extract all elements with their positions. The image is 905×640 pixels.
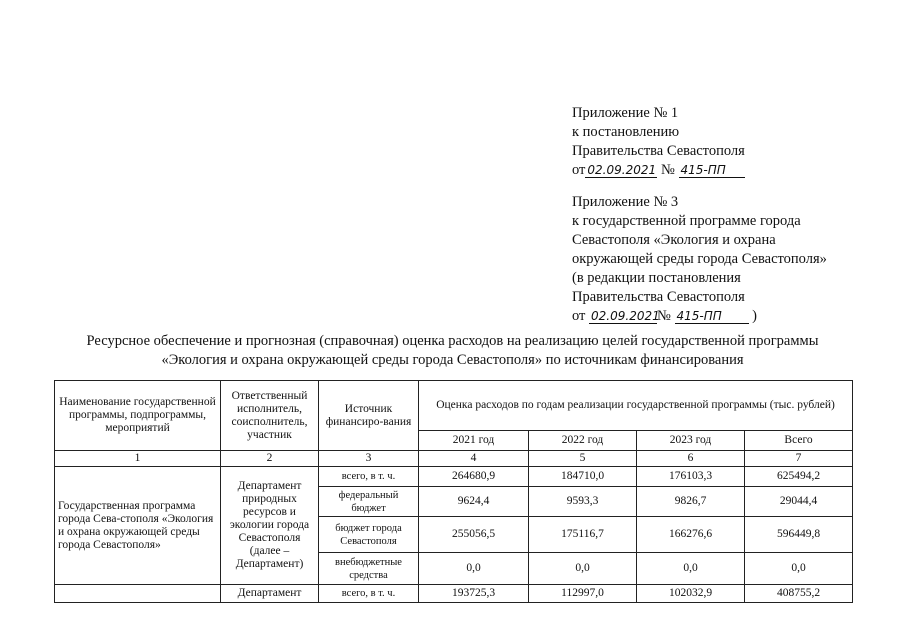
annex-3-date-line <box>572 307 827 326</box>
value-total: 0,0 <box>745 553 853 585</box>
header-year-2023: 2023 год <box>637 431 745 451</box>
source-cell: всего, в т. ч. <box>319 585 419 603</box>
source-cell: бюджет города Севастополя <box>319 517 419 553</box>
annex-1-line: к постановлению <box>572 124 680 140</box>
annex-1-line: Правительства Севастополя <box>572 143 745 159</box>
header-program-name: Наименование государственной программы, подпрограммы, мероприятий <box>55 381 221 451</box>
annex-3-title: Приложение № 3 <box>572 194 679 210</box>
value-2023: 9826,7 <box>637 487 745 517</box>
financing-table <box>54 380 853 603</box>
column-number: 6 <box>637 451 745 467</box>
value-2021: 0,0 <box>419 553 529 585</box>
annex-3-block <box>572 193 827 326</box>
value-2021: 255056,5 <box>419 517 529 553</box>
value-total: 596449,8 <box>745 517 853 553</box>
value-2022: 0,0 <box>529 553 637 585</box>
title-line-2: «Экология и охрана окружающей среды города Севастополя» по источникам финансирования <box>161 352 744 368</box>
header-year-2021: 2021 год <box>419 431 529 451</box>
executor-cell: Департамент <box>221 585 319 603</box>
number-prefix: № <box>657 308 671 324</box>
title-line-1: Ресурсное обеспечение и прогнозная (справочная) оценка расходов на реализацию целей государственной программы <box>86 333 819 349</box>
value-2022: 184710,0 <box>529 467 637 487</box>
column-number: 2 <box>221 451 319 467</box>
value-total: 625494,2 <box>745 467 853 487</box>
annex-3-line: окружающей среды города Севастополя» <box>572 251 827 267</box>
column-number-row <box>55 451 853 467</box>
value-2023: 0,0 <box>637 553 745 585</box>
date-prefix: от <box>572 308 586 324</box>
handwritten-date: 02.09.2021 <box>591 309 660 323</box>
column-number: 7 <box>745 451 853 467</box>
value-2023: 102032,9 <box>637 585 745 603</box>
document-title <box>0 332 905 370</box>
value-2021: 9624,4 <box>419 487 529 517</box>
annex-1-title: Приложение № 1 <box>572 105 679 121</box>
annex-1-block <box>572 104 745 180</box>
header-year-2022: 2022 год <box>529 431 637 451</box>
annex-1-date-line <box>572 161 745 180</box>
value-total: 29044,4 <box>745 487 853 517</box>
annex-3-line: (в редакции постановления <box>572 270 741 286</box>
column-number: 3 <box>319 451 419 467</box>
value-2022: 9593,3 <box>529 487 637 517</box>
table-row <box>55 585 853 603</box>
source-cell: всего, в т. ч. <box>319 467 419 487</box>
handwritten-number: 415-ПП <box>675 309 749 324</box>
value-total: 408755,2 <box>745 585 853 603</box>
value-2022: 112997,0 <box>529 585 637 603</box>
value-2022: 175116,7 <box>529 517 637 553</box>
table-row <box>55 467 853 487</box>
column-number: 4 <box>419 451 529 467</box>
annex-3-line: Севастополя «Экология и охрана <box>572 232 776 248</box>
header-executor: Ответственный исполнитель, соисполнитель, участник <box>221 381 319 451</box>
handwritten-number: 415-ПП <box>679 163 745 178</box>
program-name-cell <box>55 585 221 603</box>
header-total: Всего <box>745 431 853 451</box>
date-prefix: от <box>572 162 586 178</box>
column-number: 1 <box>55 451 221 467</box>
header-estimate-group: Оценка расходов по годам реализации государственной программы (тыс. рублей) <box>419 381 853 431</box>
executor-cell: Департамент природных ресурсов и экологии города Севастополя (далее – Департамент) <box>221 467 319 585</box>
annex-3-line: к государственной программе города <box>572 213 801 229</box>
column-number: 5 <box>529 451 637 467</box>
header-source: Источник финансиро-вания <box>319 381 419 451</box>
source-cell: внебюджетные средства <box>319 553 419 585</box>
annex-3-line: Правительства Севастополя <box>572 289 745 305</box>
program-name-cell: Государственная программа города Сева-стополя «Экология и охрана окружающей среды города Севастополя» <box>55 467 221 585</box>
value-2021: 264680,9 <box>419 467 529 487</box>
handwritten-date: 02.09.2021 <box>587 163 657 177</box>
value-2023: 176103,3 <box>637 467 745 487</box>
number-prefix: № <box>661 162 675 178</box>
value-2021: 193725,3 <box>419 585 529 603</box>
closing-paren: ) <box>752 308 757 324</box>
source-cell: федеральный бюджет <box>319 487 419 517</box>
value-2023: 166276,6 <box>637 517 745 553</box>
